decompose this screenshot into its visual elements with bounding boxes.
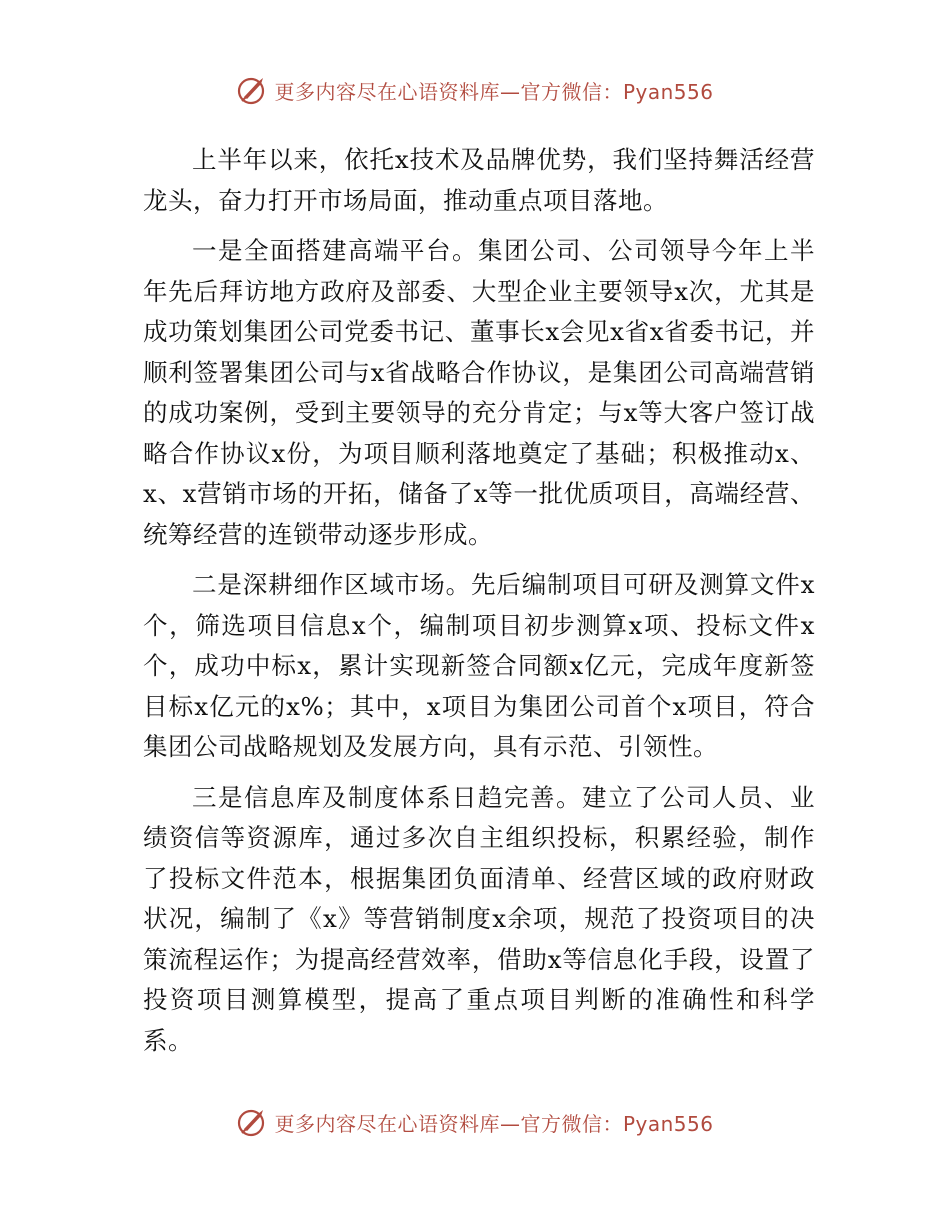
pen-logo-icon [236, 1105, 270, 1139]
pen-logo-icon [236, 73, 270, 107]
paragraph-high-end-platform: 一是全面搭建高端平台。集团公司、公司领导今年上半年先后拜访地方政府及部委、大型企业主要领导x次，尤其是成功策划集团公司党委书记、董事长x会见x省x省委书记，并顺利签署集团公司与x省战略合作协议，是集团公司高端营销的成功案例，受到主要领导的充分肯定；与x等大客户签订战略合作协议x份，为项目顺利落地奠定了基础；积极推动x、x、x营销市场的开拓，储备了x等一批优质项目，高端经营、统筹经营的连锁带动逐步形成。 [143, 236, 815, 549]
banner-text: 更多内容尽在心语资料库—官方微信：Pyan556 [274, 1111, 714, 1136]
document-body [143, 140, 815, 1071]
banner-text: 更多内容尽在心语资料库—官方微信：Pyan556 [274, 79, 714, 104]
header-watermark-banner [0, 68, 950, 112]
footer-watermark-banner [0, 1100, 950, 1144]
paragraph-intro: 上半年以来，依托x技术及品牌优势，我们坚持舞活经营龙头，奋力打开市场局面，推动重点项目落地。 [143, 145, 815, 215]
paragraph-regional-market: 二是深耕细作区域市场。先后编制项目可研及测算文件x个，筛选项目信息x个，编制项目初步测算x项、投标文件x个，成功中标x，累计实现新签合同额x亿元，完成年度新签目标x亿元的x%；其中，x项目为集团公司首个x项目，符合集团公司战略规划及发展方向，具有示范、引领性。 [143, 570, 815, 761]
paragraph-info-system: 三是信息库及制度体系日趋完善。建立了公司人员、业绩资信等资源库，通过多次自主组织投标，积累经验，制作了投标文件范本，根据集团负面清单、经营区域的政府财政状况，编制了《x》等营销制度x余项，规范了投资项目的决策流程运作；为提高经营效率，借助x等信息化手段，设置了投资项目测算模型，提高了重点项目判断的准确性和科学系。 [143, 782, 815, 1055]
